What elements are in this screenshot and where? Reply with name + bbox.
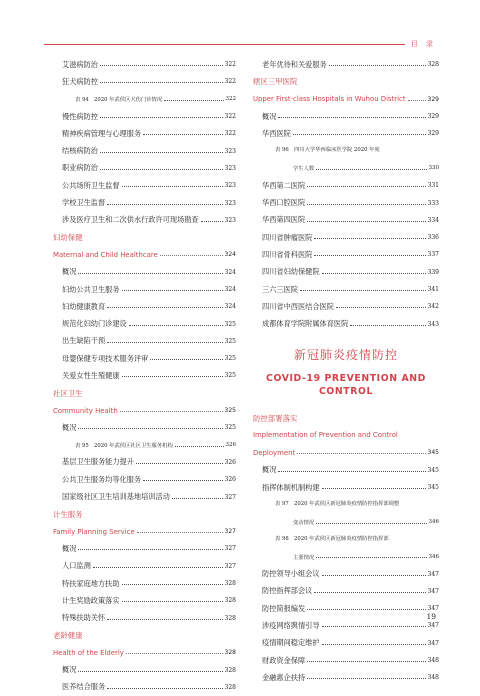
dot-leader (307, 678, 425, 679)
section-heading-en[interactable] (53, 402, 236, 419)
page-ref: 333 (427, 199, 439, 207)
toc-entry-title: 规范化妇幼门诊建设 (62, 319, 127, 329)
page-ref: 323 (224, 164, 236, 172)
toc-entry-title: 狂犬病防控 (62, 76, 98, 86)
section-heading-en-title: Health of the Elderly (53, 648, 124, 657)
toc-entry-title: 涉及医疗卫生和二次供水行政许可现场勘查 (62, 215, 199, 225)
page-ref: 347 (427, 570, 439, 578)
page-ref: 343 (427, 320, 439, 328)
section-heading-en-title: Upper First-class Hospitals in Wuhou District (253, 95, 406, 104)
page-ref: 325 (224, 320, 236, 328)
toc-entry[interactable] (253, 617, 439, 634)
page-ref: 331 (427, 182, 439, 190)
dot-leader (408, 100, 426, 101)
toc-entry[interactable] (53, 575, 236, 592)
dot-leader (120, 411, 223, 412)
page-number: 19 (426, 612, 436, 621)
page-ref: 325 (224, 424, 236, 432)
toc-table-entry[interactable] (253, 496, 439, 531)
dot-leader (143, 480, 222, 481)
dot-leader (107, 307, 222, 308)
toc-entry[interactable] (253, 669, 439, 686)
page-ref: 329 (427, 113, 439, 121)
toc-right-top-list (253, 56, 439, 333)
dot-leader (126, 653, 223, 654)
page-ref: 329 (427, 130, 439, 138)
toc-entry[interactable] (53, 610, 236, 627)
toc-entry-title: 国家级社区卫生培训基地培训活动 (62, 492, 170, 502)
toc-entry-title: 概况 (62, 543, 77, 553)
section-heading-en-title: Community Health (53, 406, 118, 415)
toc-entry-title: 艾滋病防治 (62, 59, 98, 69)
page-ref: 342 (427, 303, 439, 311)
section-heading-zh: 辖区三甲医院 (253, 77, 298, 87)
toc-entry[interactable] (53, 333, 236, 350)
page-ref: 347 (427, 622, 439, 630)
toc-entry[interactable] (53, 177, 236, 194)
dot-leader (297, 453, 425, 454)
dot-leader (172, 498, 223, 499)
page-ref: 345 (427, 449, 439, 457)
toc-table-entry-line1: 表 96 四川大学华西临床医学院 2020 年度 (275, 147, 380, 154)
dot-leader (322, 626, 426, 627)
dot-leader (137, 532, 223, 533)
page-ref: 322 (224, 130, 236, 138)
toc-table-entry-line2-text: 变动情况 (293, 520, 315, 527)
page-ref: 347 (427, 605, 439, 613)
page-ref: 328 (224, 666, 236, 674)
page-ref: 337 (427, 251, 439, 259)
dot-leader (129, 325, 223, 326)
toc-entry[interactable] (53, 592, 236, 609)
page-ref: 324 (224, 286, 236, 293)
dot-leader (350, 325, 425, 326)
page-ref: 328 (224, 649, 236, 657)
toc-entry[interactable] (253, 298, 439, 315)
page-ref: 348 (427, 674, 439, 682)
toc-entry-title: 财政资金保障 (262, 655, 306, 665)
toc-entry[interactable] (253, 462, 439, 479)
section-heading-en[interactable] (53, 523, 236, 540)
dot-leader (78, 428, 222, 429)
page-ref: 323 (224, 216, 236, 224)
dot-leader (107, 342, 222, 343)
header-label: 目 录 (405, 37, 436, 51)
toc-entry-title: 概况 (62, 267, 77, 277)
toc-entry-title: 关爱女性生殖健康 (62, 370, 120, 380)
toc-entry-title: 华西医院 (262, 128, 291, 138)
section-heading-en[interactable] (253, 444, 439, 461)
page-ref: 326 (224, 458, 236, 466)
page-ref: 327 (224, 493, 236, 501)
toc-entry-title: 出生缺陷干预 (62, 336, 106, 346)
dot-leader (175, 446, 224, 447)
toc-table-entry-title: 表 95 2020 年武侯区社区卫生服务机构 (75, 443, 173, 450)
page-ref: 328 (224, 683, 236, 691)
dot-leader (93, 567, 223, 568)
page-ref: 322 (224, 61, 236, 69)
page-ref: 347 (427, 639, 439, 647)
toc-entry[interactable] (253, 281, 439, 298)
page-ref: 329 (427, 95, 439, 103)
toc-entry[interactable] (253, 194, 439, 211)
toc-entry-title: 概况 (62, 665, 77, 675)
toc-entry[interactable] (53, 454, 236, 471)
section-heading-zh: 计生服务 (53, 509, 83, 519)
toc-entry-title: 老年优待和关爱服务 (262, 59, 327, 69)
toc-entry-title: 华西第四医院 (262, 215, 306, 225)
section-heading-zh: 老龄健康 (53, 630, 83, 640)
dot-leader (278, 471, 425, 472)
toc-entry-title: 概况 (262, 465, 277, 475)
page-ref: 336 (427, 234, 439, 242)
dot-leader (300, 290, 426, 291)
toc-entry-title: 指挥体制机制构建 (262, 482, 320, 492)
page-ref: 345 (427, 484, 439, 492)
dot-leader (78, 549, 222, 550)
toc-entry[interactable] (53, 471, 236, 488)
dot-leader (278, 117, 425, 118)
page-ref: 328 (224, 614, 236, 622)
toc-table-entry[interactable] (53, 437, 236, 454)
page-ref: 325 (224, 407, 236, 415)
toc-entry[interactable] (253, 600, 439, 617)
dot-leader (316, 557, 426, 558)
dot-leader (100, 65, 223, 66)
page-ref: 322 (224, 78, 236, 86)
page-ref: 326 (224, 476, 236, 484)
toc-entry-title: 四川省骨科医院 (262, 249, 313, 259)
toc-entry[interactable] (253, 177, 439, 194)
dot-leader (329, 65, 426, 66)
toc-entry[interactable] (53, 367, 236, 384)
toc-entry-title: 华西口腔医院 (262, 198, 306, 208)
toc-entry[interactable] (53, 194, 236, 211)
page-ref: 327 (224, 545, 236, 553)
toc-entry[interactable] (53, 73, 236, 90)
toc-table-entry[interactable] (253, 142, 439, 177)
toc-table-entry-line2 (253, 160, 439, 177)
dot-leader (100, 82, 223, 83)
dot-leader (336, 307, 426, 308)
page-ref: 346 (428, 553, 439, 560)
toc-entry-title: 医养结合服务 (62, 682, 106, 692)
page-ref: 324 (224, 268, 236, 276)
toc-entry[interactable] (53, 488, 236, 505)
toc-entry-title: 精神疾病管理与心理服务 (62, 128, 142, 138)
toc-entry-title: 防控简报编发 (262, 603, 306, 613)
toc-entry-title: 职业病防治 (62, 163, 98, 173)
toc-entry-title: 母婴保健专项技术服务评审 (62, 353, 149, 363)
toc-left-column (53, 56, 236, 696)
toc-entry-title: 四川省妇幼保健院 (262, 267, 320, 277)
dot-leader (78, 671, 222, 672)
toc-table-entry-line2 (253, 548, 439, 565)
toc-entry[interactable] (53, 540, 236, 557)
toc-entry[interactable] (53, 142, 236, 159)
toc-entry[interactable] (53, 212, 236, 229)
toc-entry[interactable] (53, 679, 236, 696)
page-ref: 323 (224, 182, 236, 190)
toc-entry[interactable] (53, 661, 236, 678)
dot-leader (100, 169, 223, 170)
toc-table-entry-line2-text: 主要情况 (293, 554, 315, 561)
page-ref: 328 (224, 580, 236, 588)
toc-entry-title: 公共卫生服务均等化服务 (62, 474, 142, 484)
page-ref: 330 (428, 165, 439, 172)
dot-leader (122, 186, 223, 187)
dot-leader (322, 273, 426, 274)
section-heading-en-title: Family Planning Service (53, 527, 135, 536)
toc-entry-title: 妇幼健康教育 (62, 301, 106, 311)
part-title-en-line2: CONTROL (318, 385, 374, 397)
toc-entry[interactable] (53, 264, 236, 281)
page-ref: 327 (224, 528, 236, 536)
toc-entry[interactable] (253, 315, 439, 332)
toc-entry[interactable] (253, 212, 439, 229)
page-ref: 347 (427, 587, 439, 595)
page-ref: 339 (427, 268, 439, 276)
toc-table-entry-line1: 表 97 2020 年武侯区新冠肺炎疫情防控指挥部调整 (275, 501, 400, 508)
toc-entry[interactable] (53, 125, 236, 142)
toc-entry[interactable] (53, 160, 236, 177)
toc-table-entry-line2 (253, 514, 439, 531)
page-ref: 345 (427, 466, 439, 474)
toc-entry-title: 三六三医院 (262, 284, 298, 294)
section-heading-en[interactable] (53, 246, 236, 263)
toc-right-column (253, 56, 439, 687)
page-ref: 327 (224, 562, 236, 570)
page-ref: 348 (427, 657, 439, 665)
toc-entry-title: 防控领导小组会议 (262, 569, 320, 579)
toc-table-entry-line2-text: 学生人数 (293, 166, 315, 173)
toc-table-entry[interactable] (253, 531, 439, 566)
page-ref: 334 (427, 216, 439, 224)
page-ref: 324 (224, 251, 236, 259)
toc-entry-title: 概况 (62, 422, 77, 432)
dot-leader (316, 169, 426, 170)
section-heading-zh: 社区卫生 (53, 388, 83, 398)
toc-entry[interactable] (253, 246, 439, 263)
toc-entry-title: 结核病防治 (62, 146, 98, 156)
toc-entry-title: 基层卫生服务能力提升 (62, 457, 134, 467)
page-ref: 322 (224, 113, 236, 121)
dot-leader (122, 376, 223, 377)
dot-leader (307, 221, 425, 222)
page-ref: 326 (225, 442, 236, 449)
toc-entry-title: 防控指挥部会议 (262, 586, 313, 596)
dot-leader (164, 100, 223, 101)
toc-entry[interactable] (253, 479, 439, 496)
toc-entry[interactable] (253, 229, 439, 246)
toc-entry[interactable] (253, 583, 439, 600)
toc-entry[interactable] (253, 108, 439, 125)
page-ref: 328 (427, 61, 439, 69)
section-heading-en-line1: Implementation of Prevention and Control (253, 431, 398, 440)
toc-entry-title: 疫情期间稳定维护 (262, 638, 320, 648)
page-ref: 322 (225, 96, 236, 103)
toc-entry[interactable] (53, 350, 236, 367)
page-ref: 346 (428, 519, 439, 526)
toc-entry-title: 金融惠企扶持 (262, 672, 306, 682)
toc-entry[interactable] (253, 635, 439, 652)
page-ref: 325 (224, 372, 236, 380)
toc-table-entry[interactable] (53, 91, 236, 108)
page-ref: 325 (224, 355, 236, 363)
toc-entry-title: 概况 (262, 111, 277, 121)
toc-entry[interactable] (53, 558, 236, 575)
toc-entry[interactable] (53, 56, 236, 73)
dot-leader (150, 359, 222, 360)
dot-leader (307, 204, 425, 205)
toc-table-entry-title: 表 94 2020 年武侯区犬伤门诊情况 (75, 97, 163, 104)
page-ref: 328 (224, 597, 236, 605)
toc-entry-title: 四川省肿瘤医院 (262, 232, 313, 242)
dot-leader (307, 186, 425, 187)
dot-leader (293, 134, 426, 135)
toc-entry-title: 慢性病防控 (62, 111, 98, 121)
dot-leader (136, 463, 223, 464)
toc-entry-title: 计生奖励政策落实 (62, 595, 120, 605)
toc-entry[interactable] (53, 108, 236, 125)
dot-leader (307, 609, 425, 610)
section-heading-zh: 妇幼保健 (53, 232, 83, 242)
dot-leader (143, 134, 222, 135)
dot-leader (307, 661, 425, 662)
dot-leader (322, 575, 426, 576)
dot-leader (107, 619, 222, 620)
dot-leader (122, 584, 223, 585)
page-ref: 323 (224, 199, 236, 207)
toc-entry[interactable] (253, 56, 439, 73)
page-ref: 323 (224, 147, 236, 155)
part-title-zh: 新冠肺炎疫情防控 (293, 347, 398, 362)
page-ref: 324 (224, 303, 236, 311)
dot-leader (122, 290, 223, 291)
dot-leader (100, 152, 223, 153)
section-heading-en-title: Deployment (253, 448, 296, 457)
toc-entry[interactable] (53, 281, 236, 298)
page-ref: 325 (224, 337, 236, 345)
toc-entry[interactable] (253, 264, 439, 281)
toc-entry-title: 特殊扶助关怀 (62, 613, 106, 623)
dot-leader (100, 117, 223, 118)
dot-leader (322, 488, 426, 489)
toc-entry[interactable] (53, 315, 236, 332)
toc-entry-title: 学校卫生监督 (62, 198, 106, 208)
section-heading-en[interactable] (53, 644, 236, 661)
section-heading-zh: 防控部署落实 (253, 413, 298, 423)
page-ref: 341 (427, 286, 439, 293)
toc-entry[interactable] (253, 565, 439, 582)
dot-leader (107, 204, 222, 205)
toc-entry-title: 四川省中西医结合医院 (262, 301, 334, 311)
dot-leader (314, 592, 425, 593)
toc-entry[interactable] (53, 419, 236, 436)
toc-right-bottom-list (253, 410, 439, 687)
dot-leader (322, 644, 426, 645)
dot-leader (201, 221, 223, 222)
toc-entry-title: 公共场所卫生监督 (62, 180, 120, 190)
toc-entry-title: 涉疫网络舆情引导 (262, 620, 320, 630)
toc-entry[interactable] (53, 298, 236, 315)
dot-leader (314, 238, 425, 239)
header-rule (44, 44, 428, 45)
toc-entry-title: 华西第二医院 (262, 180, 306, 190)
toc-entry[interactable] (253, 652, 439, 669)
part-title-en-line1: COVID-19 PREVENTION AND (266, 372, 426, 384)
dot-leader (316, 523, 426, 524)
dot-leader (160, 255, 223, 256)
toc-table-entry-line1: 表 98 2020 年武侯区新冠肺炎疫情防控指挥部 (275, 535, 389, 542)
section-heading-en[interactable] (253, 91, 439, 108)
toc-entry[interactable] (253, 125, 439, 142)
dot-leader (107, 688, 222, 689)
toc-entry-title: 人口监测 (62, 561, 91, 571)
toc-entry-title: 特扶家庭地方扶助 (62, 578, 120, 588)
dot-leader (122, 601, 223, 602)
toc-entry-title: 妇幼公共卫生服务 (62, 284, 120, 294)
dot-leader (314, 255, 425, 256)
dot-leader (78, 273, 222, 274)
section-heading-en-title: Maternal and Child Healthcare (53, 250, 158, 259)
part-heading (253, 347, 439, 398)
toc-entry-title: 成都体育学院附属体育医院 (262, 319, 349, 329)
